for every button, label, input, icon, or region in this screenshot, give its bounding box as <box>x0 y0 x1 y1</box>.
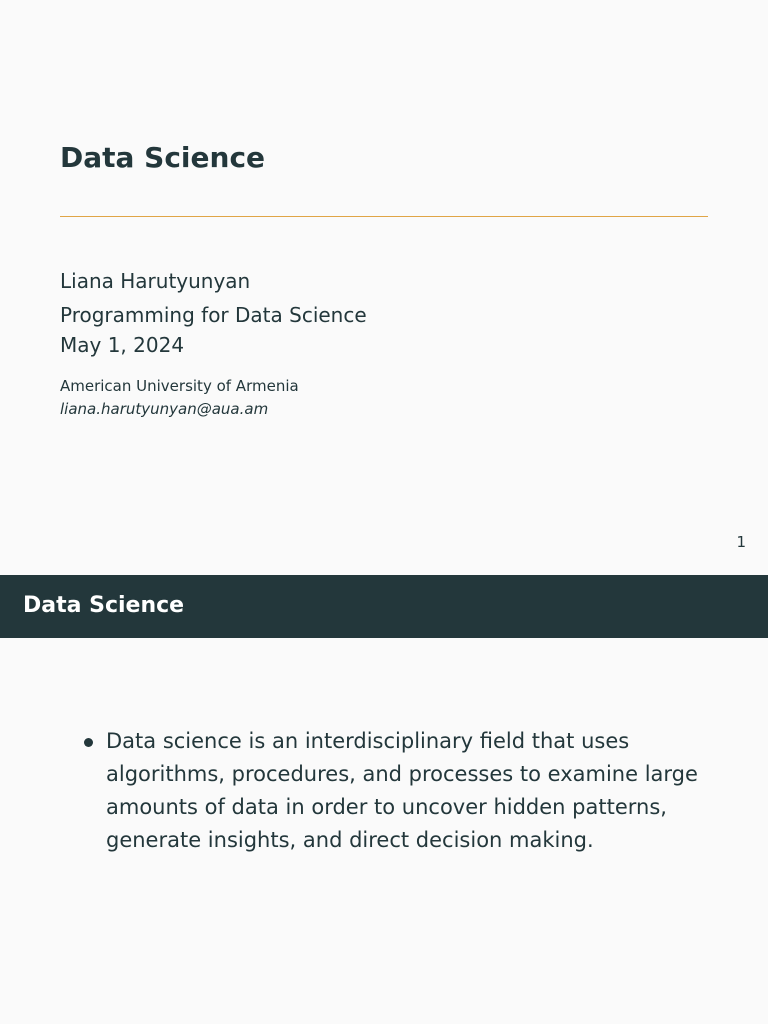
bullet-text: Data science is an interdisciplinary field that uses algorithms, procedures, and processes to examine large amounts of data in order to uncover hidden patterns, generate insights, and direct decision making. <box>106 729 698 852</box>
author-name: Liana Harutyunyan <box>60 269 251 293</box>
bullet-icon <box>84 738 93 747</box>
institute-name: American University of Armenia <box>60 377 299 395</box>
page-number: 1 <box>736 533 746 551</box>
author-email: liana.harutyunyan@aua.am <box>60 400 269 418</box>
frame-title-bar <box>0 575 768 638</box>
list-item <box>82 725 722 857</box>
frame-title: Data Science <box>23 593 185 618</box>
course-subtitle: Programming for Data Science <box>60 303 367 327</box>
bullet-list <box>82 725 722 857</box>
slide-title: Data Science <box>60 141 266 174</box>
title-divider <box>60 216 708 217</box>
content-slide <box>0 575 768 1024</box>
presentation-date: May 1, 2024 <box>60 333 185 357</box>
